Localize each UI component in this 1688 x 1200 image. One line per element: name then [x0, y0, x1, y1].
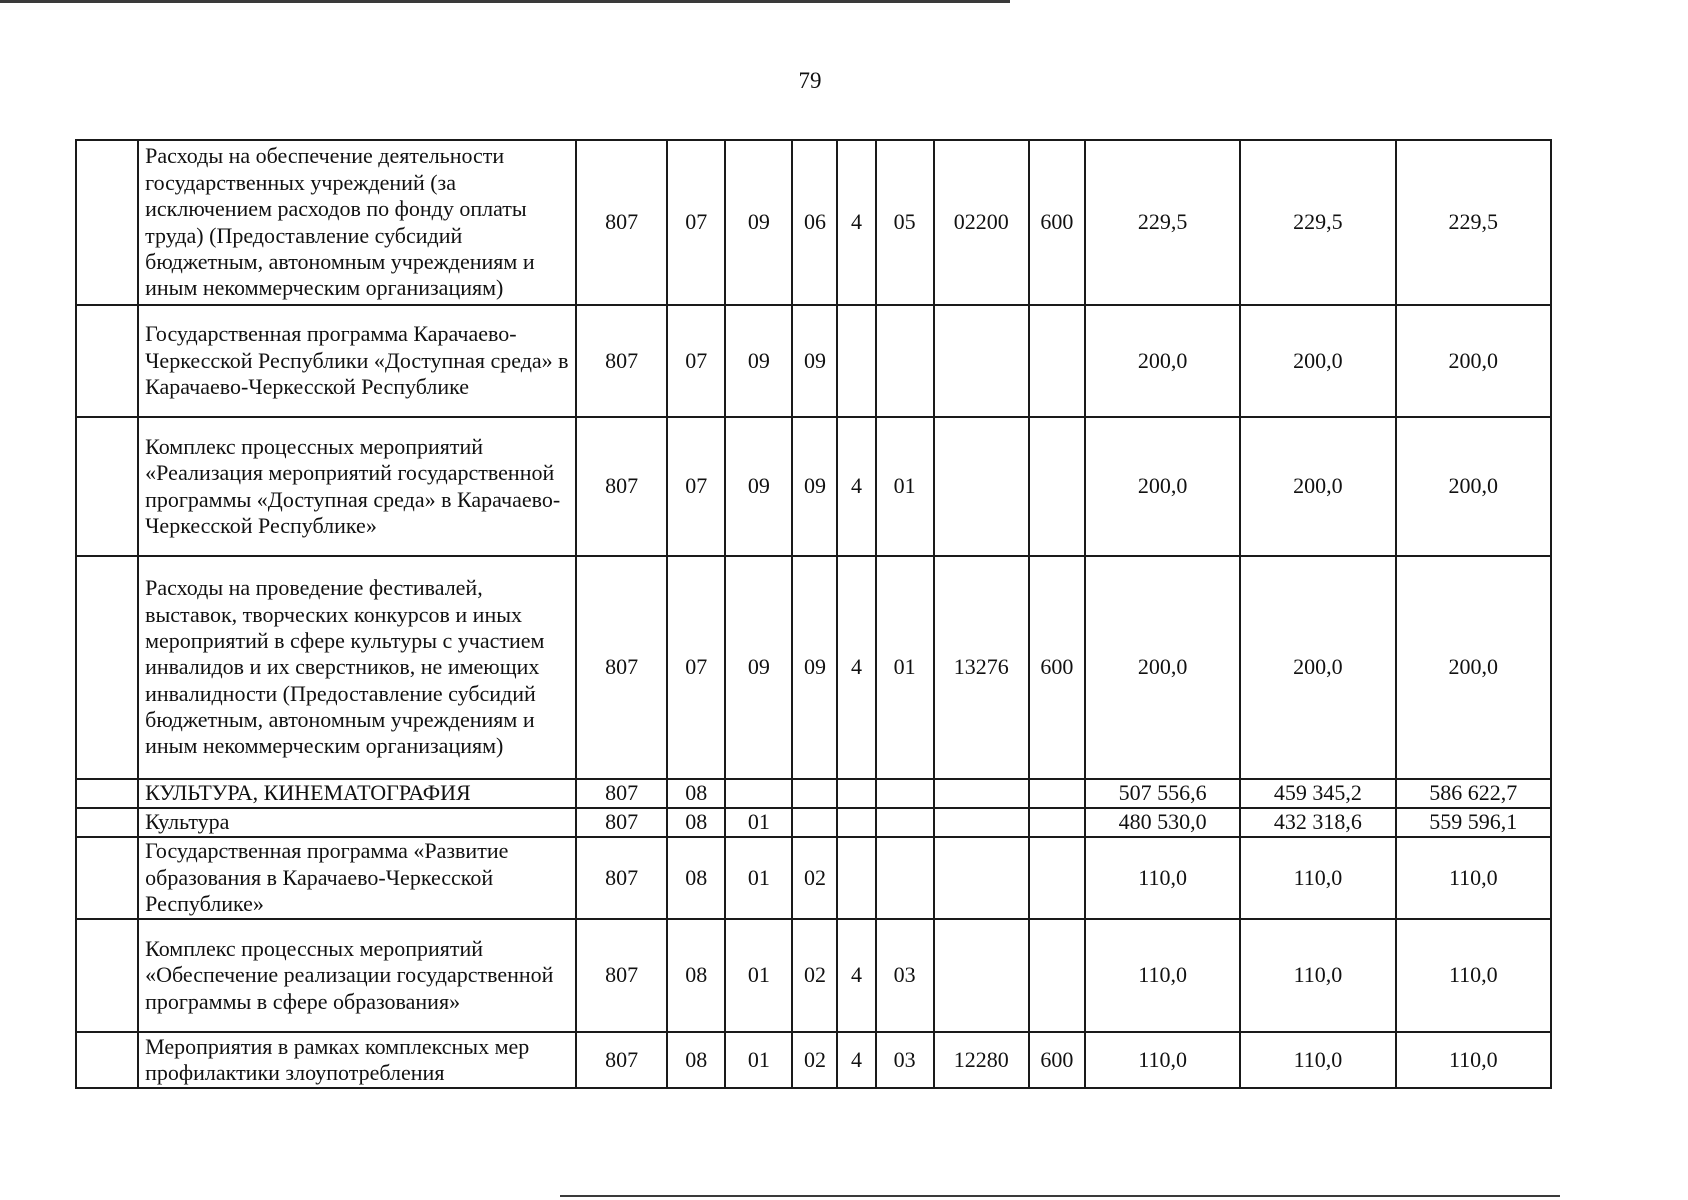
- table-row: [76, 140, 1551, 305]
- table-row: [76, 837, 1551, 919]
- amount-year1-cell: 229,5: [1085, 140, 1240, 305]
- vr-cell: 600: [1029, 1032, 1085, 1088]
- vr-cell: [1029, 417, 1085, 556]
- table-row: [76, 919, 1551, 1032]
- table-row: [76, 417, 1551, 556]
- budget-table: [75, 139, 1552, 1089]
- amount-year3-cell: 200,0: [1396, 417, 1551, 556]
- gp-cell: 09: [792, 417, 837, 556]
- gp-cell: [792, 808, 837, 837]
- index-cell: [76, 140, 138, 305]
- ved-cell: 807: [576, 556, 667, 779]
- index-cell: [76, 556, 138, 779]
- pgp-cell: [837, 305, 875, 417]
- vr-cell: [1029, 919, 1085, 1032]
- ved-cell: 807: [576, 1032, 667, 1088]
- index-cell: [76, 837, 138, 919]
- om-cell: 01: [876, 556, 934, 779]
- amount-year3-cell: 559 596,1: [1396, 808, 1551, 837]
- rz-cell: 08: [667, 808, 725, 837]
- row-name-cell: Культура: [138, 808, 576, 837]
- pr-cell: 01: [725, 837, 792, 919]
- ved-cell: 807: [576, 808, 667, 837]
- om-cell: 01: [876, 417, 934, 556]
- ved-cell: 807: [576, 837, 667, 919]
- ved-cell: 807: [576, 779, 667, 808]
- pr-cell: 01: [725, 919, 792, 1032]
- pgp-cell: [837, 779, 875, 808]
- index-cell: [76, 417, 138, 556]
- vr-cell: [1029, 808, 1085, 837]
- direction-cell: [934, 837, 1029, 919]
- om-cell: 05: [876, 140, 934, 305]
- om-cell: [876, 305, 934, 417]
- index-cell: [76, 779, 138, 808]
- amount-year2-cell: 200,0: [1240, 417, 1395, 556]
- pgp-cell: [837, 837, 875, 919]
- row-name-cell: Мероприятия в рамках комплексных мер профилактики злоупотребления: [138, 1032, 576, 1088]
- direction-cell: 13276: [934, 556, 1029, 779]
- index-cell: [76, 305, 138, 417]
- pr-cell: 01: [725, 808, 792, 837]
- amount-year1-cell: 200,0: [1085, 417, 1240, 556]
- rz-cell: 08: [667, 779, 725, 808]
- direction-cell: 02200: [934, 140, 1029, 305]
- pgp-cell: 4: [837, 1032, 875, 1088]
- gp-cell: 09: [792, 305, 837, 417]
- ved-cell: 807: [576, 919, 667, 1032]
- pr-cell: 09: [725, 417, 792, 556]
- rz-cell: 08: [667, 1032, 725, 1088]
- page-number: 79: [798, 68, 822, 93]
- om-cell: 03: [876, 919, 934, 1032]
- index-cell: [76, 919, 138, 1032]
- table-row: [76, 779, 1551, 808]
- amount-year1-cell: 200,0: [1085, 305, 1240, 417]
- row-name-cell: Государственная программа Карачаево-Черкесской Республики «Доступная среда» в Карачаево-Черкесской Республике: [138, 305, 576, 417]
- scan-edge-bottom: [560, 1195, 1560, 1197]
- row-name-cell: КУЛЬТУРА, КИНЕМАТОГРАФИЯ: [138, 779, 576, 808]
- pgp-cell: 4: [837, 919, 875, 1032]
- amount-year3-cell: 586 622,7: [1396, 779, 1551, 808]
- pr-cell: 09: [725, 140, 792, 305]
- amount-year2-cell: 110,0: [1240, 1032, 1395, 1088]
- direction-cell: [934, 808, 1029, 837]
- gp-cell: 09: [792, 556, 837, 779]
- ved-cell: 807: [576, 305, 667, 417]
- direction-cell: [934, 305, 1029, 417]
- row-name-cell: Расходы на обеспечение деятельности государственных учреждений (за исключением расходов по фонду оплаты труда) (Предоставление субсидий бюджетным, автономным учреждениям и иным некоммерческим организациям): [138, 140, 576, 305]
- amount-year3-cell: 229,5: [1396, 140, 1551, 305]
- om-cell: [876, 779, 934, 808]
- direction-cell: [934, 779, 1029, 808]
- gp-cell: 06: [792, 140, 837, 305]
- table-row: [76, 556, 1551, 779]
- direction-cell: 12280: [934, 1032, 1029, 1088]
- om-cell: [876, 837, 934, 919]
- om-cell: [876, 808, 934, 837]
- amount-year3-cell: 110,0: [1396, 919, 1551, 1032]
- table-row: [76, 305, 1551, 417]
- amount-year2-cell: 110,0: [1240, 837, 1395, 919]
- amount-year2-cell: 432 318,6: [1240, 808, 1395, 837]
- pr-cell: 09: [725, 305, 792, 417]
- table-row: [76, 808, 1551, 837]
- pgp-cell: 4: [837, 556, 875, 779]
- row-name-cell: Комплекс процессных мероприятий «Обеспечение реализации государственной программы в сфере образования»: [138, 919, 576, 1032]
- rz-cell: 08: [667, 837, 725, 919]
- pr-cell: 01: [725, 1032, 792, 1088]
- ved-cell: 807: [576, 140, 667, 305]
- gp-cell: 02: [792, 1032, 837, 1088]
- amount-year3-cell: 200,0: [1396, 305, 1551, 417]
- vr-cell: 600: [1029, 556, 1085, 779]
- rz-cell: 07: [667, 305, 725, 417]
- amount-year3-cell: 110,0: [1396, 1032, 1551, 1088]
- rz-cell: 07: [667, 417, 725, 556]
- amount-year1-cell: 110,0: [1085, 1032, 1240, 1088]
- gp-cell: 02: [792, 837, 837, 919]
- direction-cell: [934, 417, 1029, 556]
- om-cell: 03: [876, 1032, 934, 1088]
- pr-cell: 09: [725, 556, 792, 779]
- table-row: [76, 1032, 1551, 1088]
- row-name-cell: Комплекс процессных мероприятий «Реализация мероприятий государственной программы «Доступная среда» в Карачаево-Черкесской Республике»: [138, 417, 576, 556]
- vr-cell: [1029, 779, 1085, 808]
- amount-year3-cell: 200,0: [1396, 556, 1551, 779]
- vr-cell: 600: [1029, 140, 1085, 305]
- amount-year1-cell: 200,0: [1085, 556, 1240, 779]
- pgp-cell: 4: [837, 417, 875, 556]
- amount-year2-cell: 200,0: [1240, 556, 1395, 779]
- gp-cell: [792, 779, 837, 808]
- amount-year1-cell: 507 556,6: [1085, 779, 1240, 808]
- vr-cell: [1029, 305, 1085, 417]
- amount-year2-cell: 200,0: [1240, 305, 1395, 417]
- scan-edge-top: [0, 0, 1010, 3]
- amount-year1-cell: 110,0: [1085, 837, 1240, 919]
- vr-cell: [1029, 837, 1085, 919]
- rz-cell: 07: [667, 140, 725, 305]
- amount-year2-cell: 229,5: [1240, 140, 1395, 305]
- amount-year1-cell: 110,0: [1085, 919, 1240, 1032]
- ved-cell: 807: [576, 417, 667, 556]
- rz-cell: 08: [667, 919, 725, 1032]
- index-cell: [76, 808, 138, 837]
- row-name-cell: Государственная программа «Развитие образования в Карачаево-Черкесской Республике»: [138, 837, 576, 919]
- pr-cell: [725, 779, 792, 808]
- amount-year2-cell: 110,0: [1240, 919, 1395, 1032]
- amount-year3-cell: 110,0: [1396, 837, 1551, 919]
- pgp-cell: 4: [837, 140, 875, 305]
- row-name-cell: Расходы на проведение фестивалей, выставок, творческих конкурсов и иных мероприятий в сфере культуры с участием инвалидов и их сверстников, не имеющих инвалидности (Предоставление субсидий бюджетным, автономным учреждениям и иным некоммерческим организациям): [138, 556, 576, 779]
- amount-year2-cell: 459 345,2: [1240, 779, 1395, 808]
- direction-cell: [934, 919, 1029, 1032]
- amount-year1-cell: 480 530,0: [1085, 808, 1240, 837]
- pgp-cell: [837, 808, 875, 837]
- gp-cell: 02: [792, 919, 837, 1032]
- index-cell: [76, 1032, 138, 1088]
- rz-cell: 07: [667, 556, 725, 779]
